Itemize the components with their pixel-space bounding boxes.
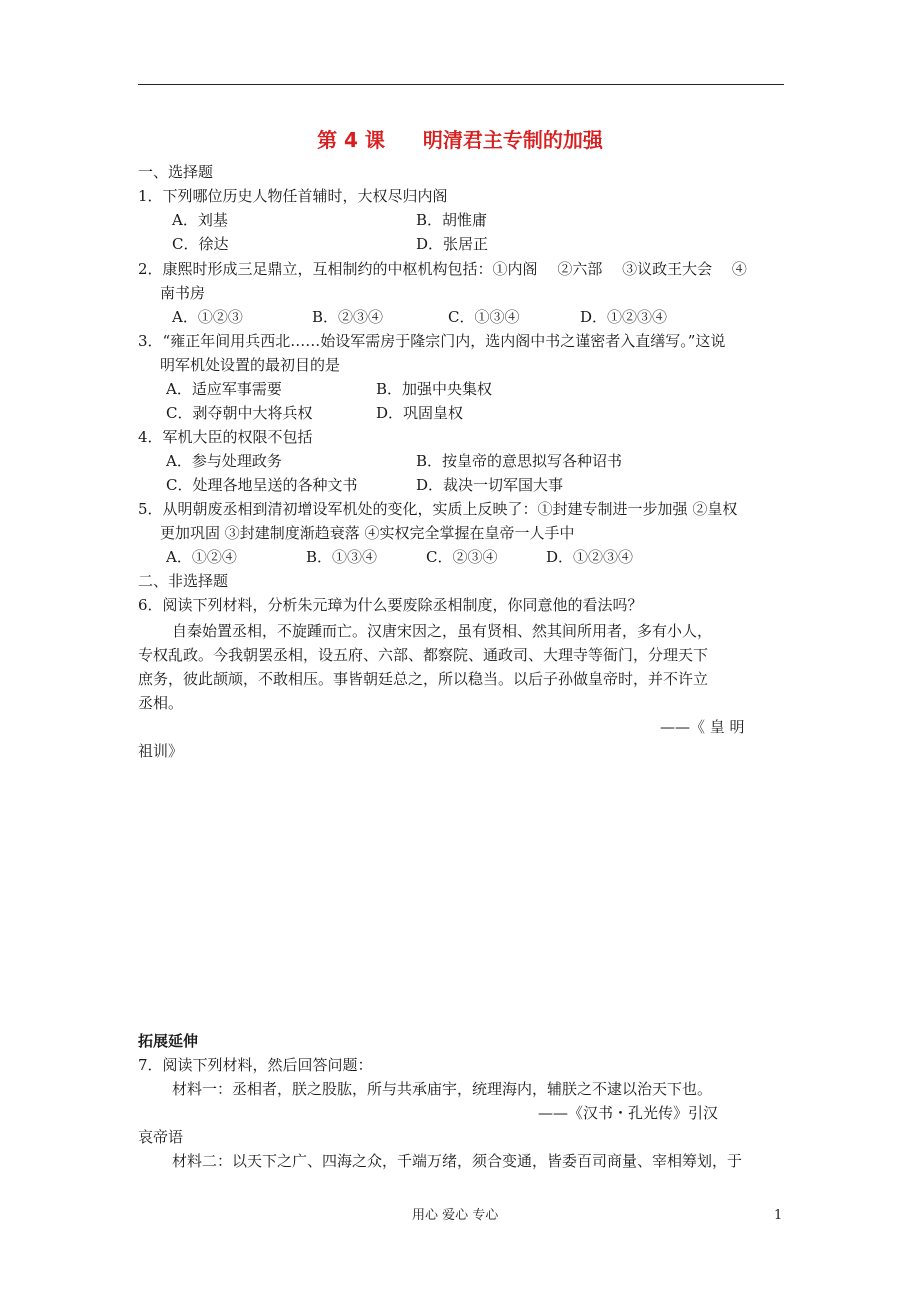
q2-option-d: D．①②③④ [580,308,668,326]
q3-option-a: A．适应军事需要 [166,380,282,398]
q2-stem-line1: 2．康熙时形成三足鼎立，互相制约的中枢机构包括：①内阁 ②六部 ③议政王大会 ④ [138,260,747,278]
q7-material2: 材料二：以天下之广、四海之众，千端万绪，须合变通，皆委百司商量、宰相筹划，于 [172,1152,743,1170]
q2-option-b: B．②③④ [312,308,384,326]
q3-stem-line1: 3．“雍正年间用兵西北……始设军需房于隆宗门内，选内阁中书之谨密者入直缮写。”这说 [138,332,726,350]
q2-stem-line2: 南书房 [160,284,206,302]
q2-option-a: A．①②③ [172,308,243,326]
section-extension-heading: 拓展延伸 [138,1032,199,1050]
q5-option-a: A．①②④ [166,548,237,566]
lesson-number: 第 4 课 [317,128,385,152]
q1-option-a: A．刘基 [172,211,228,229]
header-rule [138,84,784,85]
q6-source-line1: ——《 皇 明 [660,718,745,736]
section-choice-heading: 一、选择题 [138,163,214,181]
lesson-topic: 明清君主专制的加强 [422,128,603,152]
q7-stem: 7．阅读下列材料，然后回答问题： [138,1056,373,1074]
page-title [0,124,920,153]
q5-option-b: B．①③④ [306,548,378,566]
q4-option-a: A．参与处理政务 [166,452,282,470]
q5-stem-line2: 更加巩固 ③封建制度渐趋衰落 ④实权完全掌握在皇帝一人手中 [160,524,575,542]
section-nonchoice-heading: 二、非选择题 [138,572,229,590]
q1-stem: 1．下列哪位历史人物任首辅时，大权尽归内阁 [138,187,448,205]
q3-stem-line2: 明军机处设置的最初目的是 [160,356,341,374]
footer-motto: 用心 爱心 专心 [412,1208,499,1223]
q4-option-b: B．按皇帝的意思拟写各种诏书 [416,452,623,470]
q6-source-line2: 祖训》 [138,742,184,760]
q5-option-d: D．①②③④ [546,548,634,566]
q6-material-line1: 自秦始置丞相，不旋踵而亡。汉唐宋因之，虽有贤相、然其间所用者，多有小人， [172,622,713,640]
q6-material-line4: 丞相。 [138,694,184,712]
q7-material1-source-line2: 哀帝语 [138,1128,184,1146]
q7-material1: 材料一：丞相者，朕之股肱，所与共承庙宇，统理海内，辅朕之不逮以治天下也。 [172,1080,713,1098]
q4-stem: 4．军机大臣的权限不包括 [138,428,313,446]
q5-stem-line1: 5．从明朝废丞相到清初增设军机处的变化，实质上反映了：①封建专制进一步加强 ②皇权 [138,500,738,518]
q3-option-b: B．加强中央集权 [376,380,493,398]
q3-option-d: D．巩固皇权 [376,404,464,422]
q2-option-c: C．①③④ [448,308,520,326]
page-number: 1 [774,1208,783,1223]
q3-option-c: C．剥夺朝中大将兵权 [166,404,313,422]
q1-option-c: C．徐达 [172,235,229,253]
q1-option-d: D．张居正 [416,235,489,253]
q6-stem: 6．阅读下列材料，分析朱元璋为什么要废除丞相制度，你同意他的看法吗？ [138,596,643,614]
q7-material1-source-line1: ——《汉书・孔光传》引汉 [538,1104,719,1122]
q4-option-c: C．处理各地呈送的各种文书 [166,476,358,494]
q1-option-b: B．胡惟庸 [416,211,488,229]
q4-option-d: D．裁决一切军国大事 [416,476,564,494]
q6-material-line3: 庶务，彼此颉颃，不敢相压。事皆朝廷总之，所以稳当。以后子孙做皇帝时，并不许立 [138,670,709,688]
q5-option-c: C．②③④ [426,548,498,566]
q6-material-line2: 专权乱政。今我朝罢丞相，设五府、六部、都察院、通政司、大理寺等衙门，分理天下 [138,646,709,664]
